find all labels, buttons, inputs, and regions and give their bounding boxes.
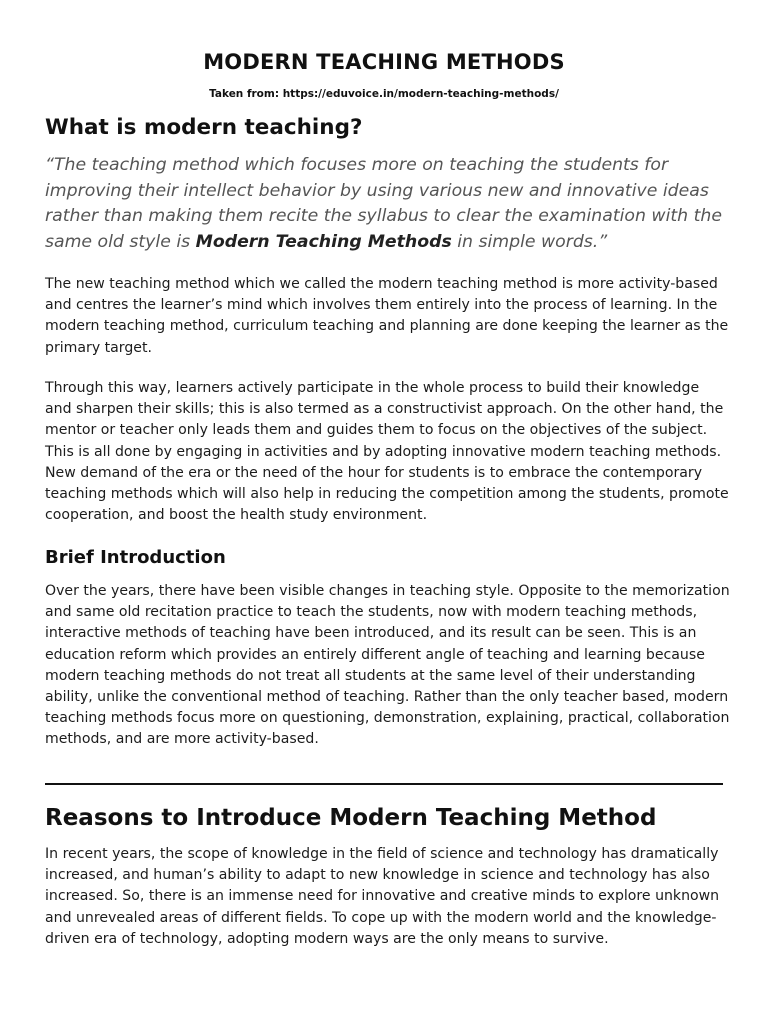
section-heading-brief-introduction: Brief Introduction	[45, 547, 226, 568]
document-title: MODERN TEACHING METHODS	[203, 50, 565, 74]
section-heading-what-is-modern-teaching: What is modern teaching?	[45, 115, 363, 140]
paragraph-brief-introduction: Over the years, there have been visible changes in teaching style. Opposite to the memorization and same old recitation practice to teach the students, now with modern teaching methods, interactive methods of teaching have been introduced, and its result can be seen. This is an education reform which provides an entirely different angle of teaching and learning because modern teaching methods do not treat all students at the same level of their understanding ability, unlike the conventional method of teaching. Rather than the only teacher based, modern teaching methods focus more on questioning, demonstration, explaining, practical, collaboration methods, and are more activity-based.	[45, 583, 730, 748]
paragraph-reasons: In recent years, the scope of knowledge in the field of science and technology has dramatically increased, and human’s ability to adapt to new knowledge in science and technology has also increased. So, there is an immense need for innovative and creative minds to explore unknown and unrevealed areas of different fields. To cope up with the modern world and the knowledge-driven era of technology, adopting modern ways are the only means to survive.	[45, 846, 720, 947]
quote-emphasis: Modern Teaching Methods	[195, 231, 452, 252]
quote-text-end: in simple words.”	[451, 231, 608, 252]
paragraph-constructivist: Through this way, learners actively participate in the whole process to build their knowledge and sharpen their skills; this is also termed as a constructivist approach. On the other hand, the mentor or teacher only leads them and guides them to focus on the objectives of the subject. This is all done by engaging in activities and by adopting innovative modern teaching methods. New demand of the era or the need of the hour for students is to embrace the contemporary teaching methods which will also help in reducing the competition among the students, promote cooperation, and boost the health study environment.	[45, 380, 729, 524]
source-attribution: Taken from: https://eduvoice.in/modern-teaching-methods/	[209, 88, 559, 100]
definition-quote	[45, 153, 735, 255]
section-heading-reasons: Reasons to Introduce Modern Teaching Method	[45, 805, 657, 831]
section-divider	[45, 783, 723, 785]
quote-text-start: “The teaching method which focuses more on teaching the students for improving their intellect behavior by using various new and innovative ideas rather than making them recite the syllabus to clear the examination with the same old style is	[45, 155, 722, 252]
paragraph-activity-based: The new teaching method which we called the modern teaching method is more activity-based and centres the learner’s mind which involves them entirely into the process of learning. In the modern teaching method, curriculum teaching and planning are done keeping the learner as the primary target.	[45, 276, 729, 356]
